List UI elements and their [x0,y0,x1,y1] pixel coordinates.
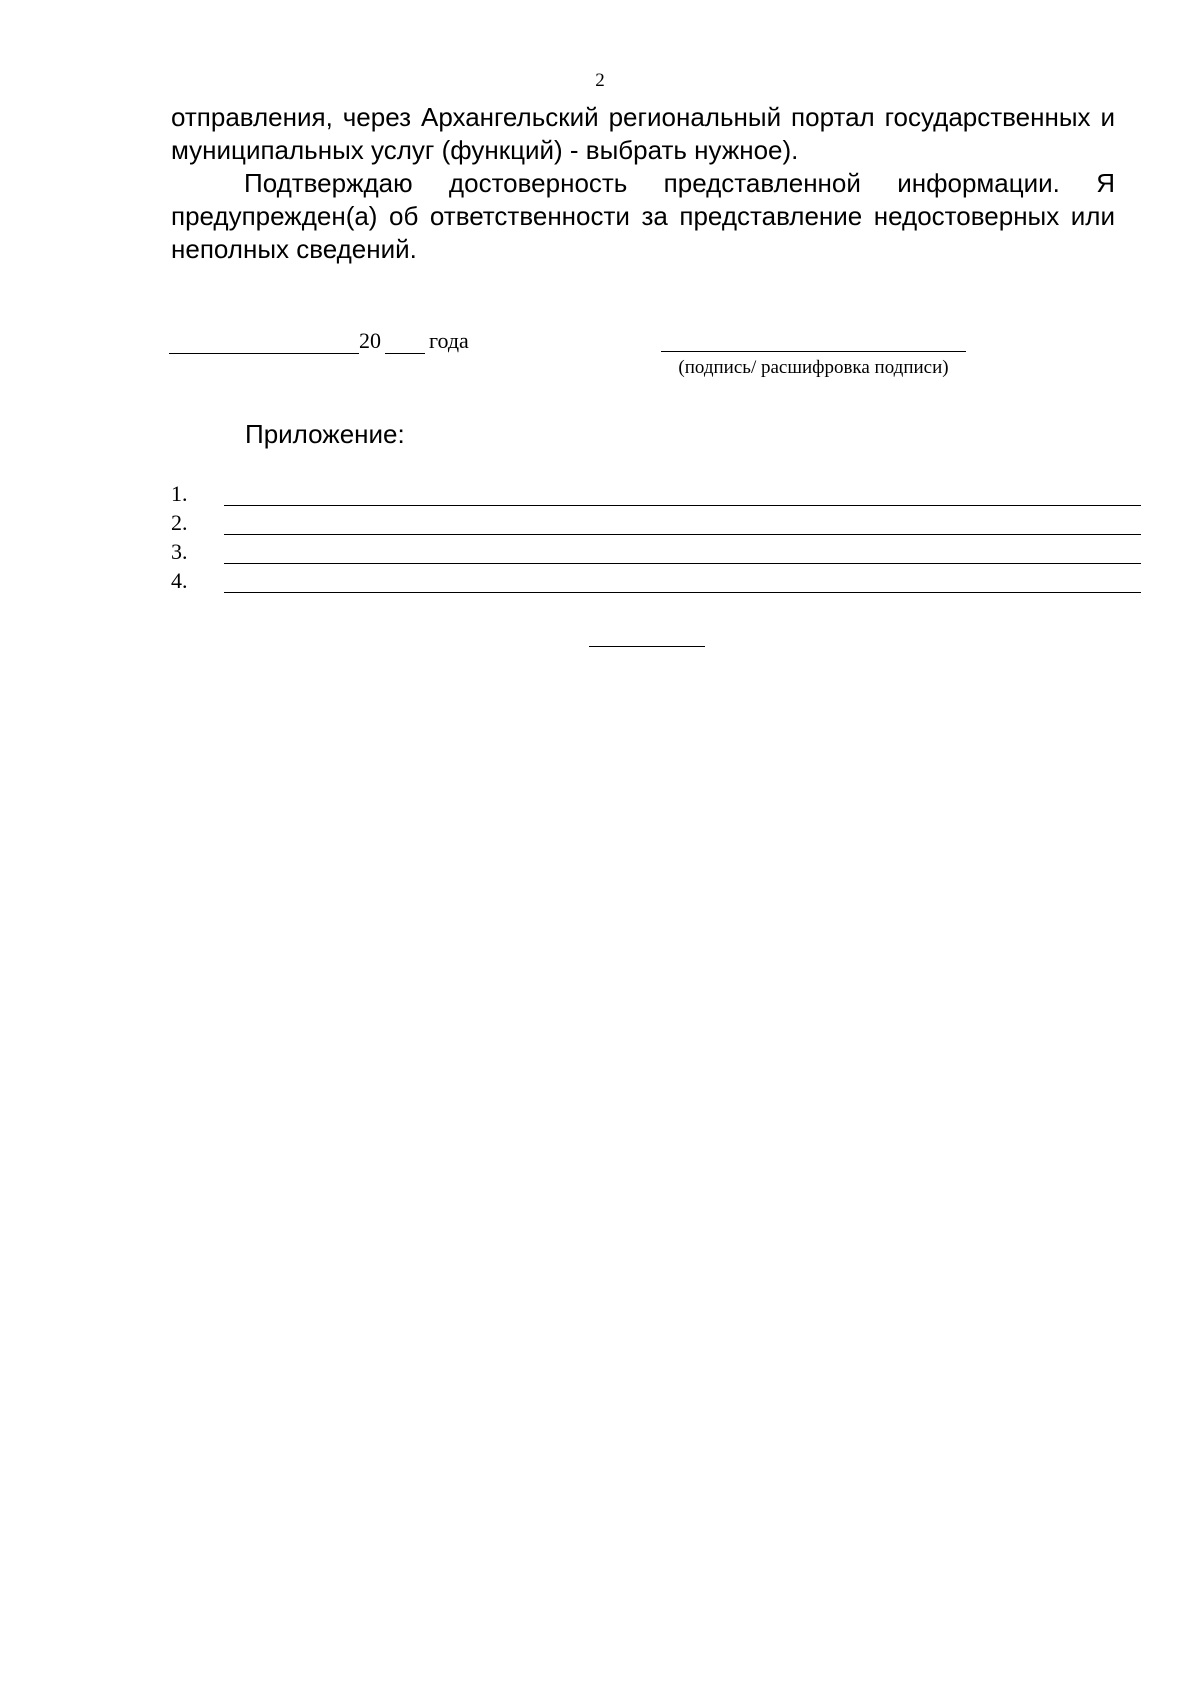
paragraph-delivery-method: отправления, через Архангельский региональный портал государственных и муниципальных услуг (функций) - выбрать нужное). [171,102,1115,165]
signature-line [661,351,966,352]
attachment-number: 3. [171,539,188,564]
attachment-blank-line [224,534,1141,535]
attachment-item [171,478,1141,506]
date-line [169,328,469,354]
signature-caption: (подпись/ расшифровка подписи) [678,357,949,378]
attachment-item [171,565,1141,593]
attachment-number: 4. [171,568,188,593]
attachment-blank-line [224,592,1141,593]
attachments-title: Приложение: [245,419,405,449]
attachment-item [171,507,1141,535]
attachment-blank-line [224,505,1141,506]
attachment-item [171,536,1141,564]
attachment-number: 2. [171,510,188,535]
date-century: 20 [359,328,381,353]
attachment-blank-line [224,563,1141,564]
attachment-number: 1. [171,481,188,506]
date-year-blank [385,329,425,354]
date-suffix: года [429,328,469,353]
date-day-month-blank [169,329,359,354]
page-number: 2 [595,70,605,91]
document-end-line [589,646,705,647]
paragraph-confirmation: Подтверждаю достоверность представленной информации. Я предупрежден(а) об ответственности за представление недостоверных или неполных сведений. [171,168,1115,264]
